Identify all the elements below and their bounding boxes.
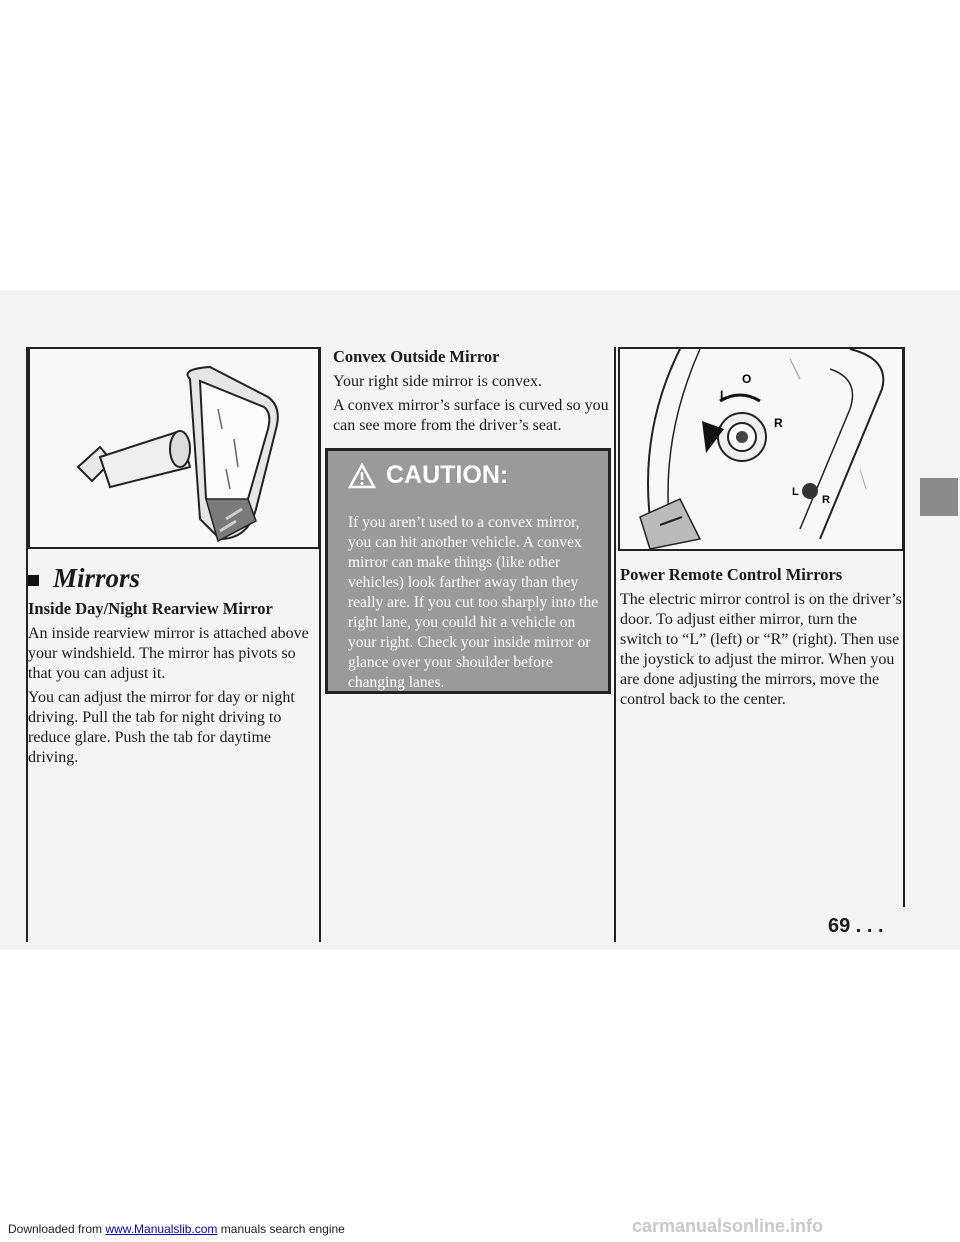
footer-suffix: manuals search engine — [217, 1222, 345, 1236]
caution-box — [325, 448, 611, 694]
switch-label-off: O — [742, 372, 752, 386]
caution-heading-text: CAUTION: — [386, 461, 509, 489]
watermark: carmanualsonline.info — [632, 1216, 824, 1236]
switch-label-left: L — [720, 388, 728, 402]
rearview-mirror-drawing — [30, 349, 318, 547]
section-tab-marker — [920, 478, 958, 516]
inside-mirror-paragraph-2: You can adjust the mirror for day or night driving. Pull the tab for night driving to reduce glare. Push the tab for daytime driving. — [28, 689, 295, 766]
lock-label-right: R — [822, 494, 830, 506]
inside-mirror-heading: Inside Day/Night Rearview Mirror — [28, 599, 273, 618]
manualslib-link[interactable]: www.Manualslib.com — [105, 1222, 218, 1236]
power-mirror-switch-drawing — [620, 349, 902, 549]
power-mirror-paragraph: The electric mirror control is on the driver’s door. To adjust either mirror, turn the switch to “L” (left) or “R” (right). Then use the joystick to adjust the mirror. When you are done adjusting the mirrors, move the control back to the center. — [620, 591, 902, 708]
section-title-text: Mirrors — [53, 563, 141, 593]
footer-prefix: Downloaded from — [8, 1222, 106, 1236]
convex-mirror-paragraph-2: A convex mirror’s surface is curved so you can see more from the driver’s seat. — [333, 397, 609, 434]
page-number: 69 . . . — [828, 915, 884, 937]
download-footer — [8, 1222, 345, 1236]
caution-heading — [348, 461, 508, 490]
lock-label-left: L — [792, 486, 799, 498]
switch-label-right: R — [774, 416, 783, 430]
inside-mirror-paragraph-1: An inside rearview mirror is attached above your windshield. The mirror has pivots so that you can adjust it. — [28, 625, 309, 682]
power-mirror-heading: Power Remote Control Mirrors — [620, 565, 843, 584]
section-title — [28, 560, 140, 596]
column-rule-right — [614, 347, 616, 942]
rearview-mirror-illustration — [28, 347, 320, 549]
convex-mirror-heading: Convex Outside Mirror — [333, 347, 500, 366]
warning-triangle-icon — [348, 463, 376, 489]
caution-text: If you aren’t used to a convex mirror, you can hit another vehicle. A convex mirror can make things (like other vehicles) look farther away than they really are. If you cut too sharply into the right lane, you could hit a vehicle on your right. Check your inside mirror or glance over your shoulder before changing lanes. — [348, 514, 599, 691]
power-mirror-switch-illustration — [618, 347, 904, 551]
convex-mirror-paragraph-1: Your right side mirror is convex. — [333, 373, 543, 390]
section-bullet-icon — [28, 575, 39, 586]
